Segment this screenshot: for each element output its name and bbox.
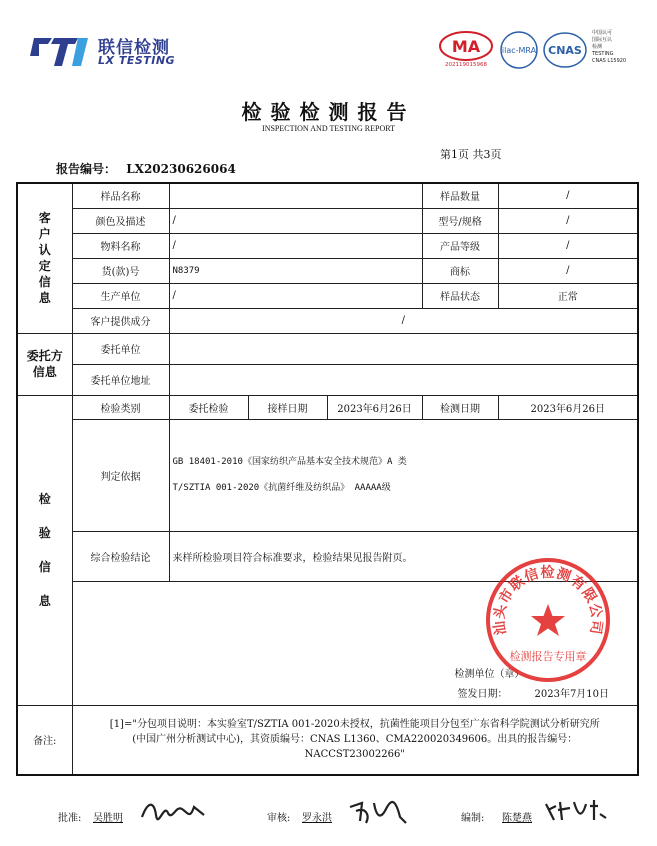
ingredients-value: / <box>169 308 638 333</box>
color-desc-label: 颜色及描述 <box>72 208 169 233</box>
approve-name: 吴胜明 <box>93 813 123 824</box>
inspection-type-value: 委托检验 <box>169 395 248 419</box>
svg-text:ilac-MRA: ilac-MRA <box>501 46 537 55</box>
signature-icon <box>138 797 210 825</box>
table-row <box>17 283 638 308</box>
cnas-text: CNAS <box>548 44 582 57</box>
sample-qty-label: 样品数量 <box>422 183 498 208</box>
review-name: 罗永洪 <box>302 813 332 824</box>
svg-text:MA: MA <box>451 37 481 56</box>
client-section-label: 客户认定信息 <box>17 183 72 333</box>
model-label: 型号/规格 <box>422 208 498 233</box>
sample-state-label: 样品状态 <box>422 283 498 308</box>
issue-date-label: 签发日期： <box>457 688 508 700</box>
trademark-value: / <box>498 258 638 283</box>
signature-icon <box>542 796 608 824</box>
company-name-en: LX TESTING <box>98 54 176 67</box>
remarks-line: NACCST23002266" <box>304 749 405 761</box>
table-row <box>17 705 638 775</box>
lx-logo-icon <box>30 34 92 66</box>
issue-date-value: 2023年7月10日 <box>534 688 610 700</box>
sample-name-value <box>169 183 422 208</box>
producer-value: / <box>169 283 422 308</box>
review-label: 审核: <box>267 813 291 824</box>
seal-label: 检测单位（章） <box>454 668 525 680</box>
table-row <box>17 419 638 531</box>
table-row <box>17 208 638 233</box>
report-title: 检验检测报告 <box>241 100 416 124</box>
inspection-section-label: 检验信息 <box>17 395 72 705</box>
sample-state-value: 正常 <box>498 283 638 308</box>
sample-qty-value: / <box>498 183 638 208</box>
item-no-label: 货(款)号 <box>72 258 169 283</box>
report-number-value: LX20230626064 <box>126 162 236 176</box>
edit-name: 陈楚燕 <box>502 813 532 824</box>
model-value: / <box>498 208 638 233</box>
color-desc-value: / <box>169 208 422 233</box>
cnas-side-text: 中国认可 国际互认 检测 TESTING CNAS L15920 <box>592 30 627 64</box>
inspection-type-label: 检验类别 <box>72 395 169 419</box>
edit-signature <box>542 796 608 830</box>
basis-value <box>169 419 638 531</box>
basis-line: T/SZTIA 001-2020《抗菌纤维及纺织品》 AAAAA级 <box>172 483 391 493</box>
grade-value: / <box>498 233 638 258</box>
report-table <box>16 182 639 776</box>
receive-date-value: 2023年6月26日 <box>327 395 422 419</box>
remarks-label: 备注: <box>17 705 72 775</box>
report-subtitle: INSPECTION AND TESTING REPORT <box>262 124 395 133</box>
trademark-label: 商标 <box>422 258 498 283</box>
entrust-address-value <box>169 364 638 395</box>
table-row <box>17 364 638 395</box>
remarks-line: [1]="分包项目说明：本实验室T/SZTIA 001-2020未授权，抗菌性能项目分包至广东省科学院测试分析研究所 <box>109 719 600 731</box>
ilac-mra-logo-icon <box>499 30 539 70</box>
table-row <box>17 333 638 364</box>
basis-label: 判定依据 <box>72 419 169 531</box>
ingredients-label: 客户提供成分 <box>72 308 169 333</box>
material-value: / <box>169 233 422 258</box>
table-row <box>17 395 638 419</box>
signature-icon <box>346 797 410 827</box>
sample-name-label: 样品名称 <box>72 183 169 208</box>
entrust-section-label: 委托方信息 <box>17 333 72 395</box>
cnas-logo-icon <box>542 30 588 70</box>
cma-number: 202119015968 <box>445 62 487 68</box>
table-row <box>17 233 638 258</box>
table-row <box>17 183 638 208</box>
approve-label: 批准: <box>58 813 82 824</box>
entrust-address-label: 委托单位地址 <box>72 364 169 395</box>
conclusion-value: 来样所检验项目符合标准要求，检验结果见报告附页。 <box>169 531 638 581</box>
seal-outer-text: 汕头市联信检测有限公司 <box>491 564 605 637</box>
table-row <box>17 308 638 333</box>
basis-line: GB 18401-2010《国家纺织产品基本安全技术规范》A 类 <box>172 457 407 467</box>
entrust-unit-label: 委托单位 <box>72 333 169 364</box>
report-number <box>56 160 236 177</box>
report-number-label: 报告编号： <box>56 162 117 176</box>
edit-label: 编制: <box>461 813 485 824</box>
grade-label: 产品等级 <box>422 233 498 258</box>
company-name-cn: 联信检测 <box>98 38 170 58</box>
official-seal-icon <box>484 556 612 684</box>
material-label: 物料名称 <box>72 233 169 258</box>
item-no-value: N8379 <box>169 258 422 283</box>
review-signature <box>346 797 410 833</box>
page-info: 第1页 共3页 <box>440 148 502 161</box>
remarks-line: (中国广州分析测试中心)，其资质编号：CNAS L1360、CMA220020349606。出具的报告编号： <box>132 734 578 746</box>
approve-signature <box>138 797 210 831</box>
seal-inner-text: 检测报告专用章 <box>509 650 587 663</box>
receive-date-label: 接样日期 <box>248 395 327 419</box>
remarks-value <box>72 705 638 775</box>
table-row <box>17 258 638 283</box>
producer-label: 生产单位 <box>72 283 169 308</box>
test-date-value: 2023年6月26日 <box>498 395 638 419</box>
test-date-label: 检测日期 <box>422 395 498 419</box>
entrust-unit-value <box>169 333 638 364</box>
conclusion-label: 综合检验结论 <box>72 531 169 581</box>
